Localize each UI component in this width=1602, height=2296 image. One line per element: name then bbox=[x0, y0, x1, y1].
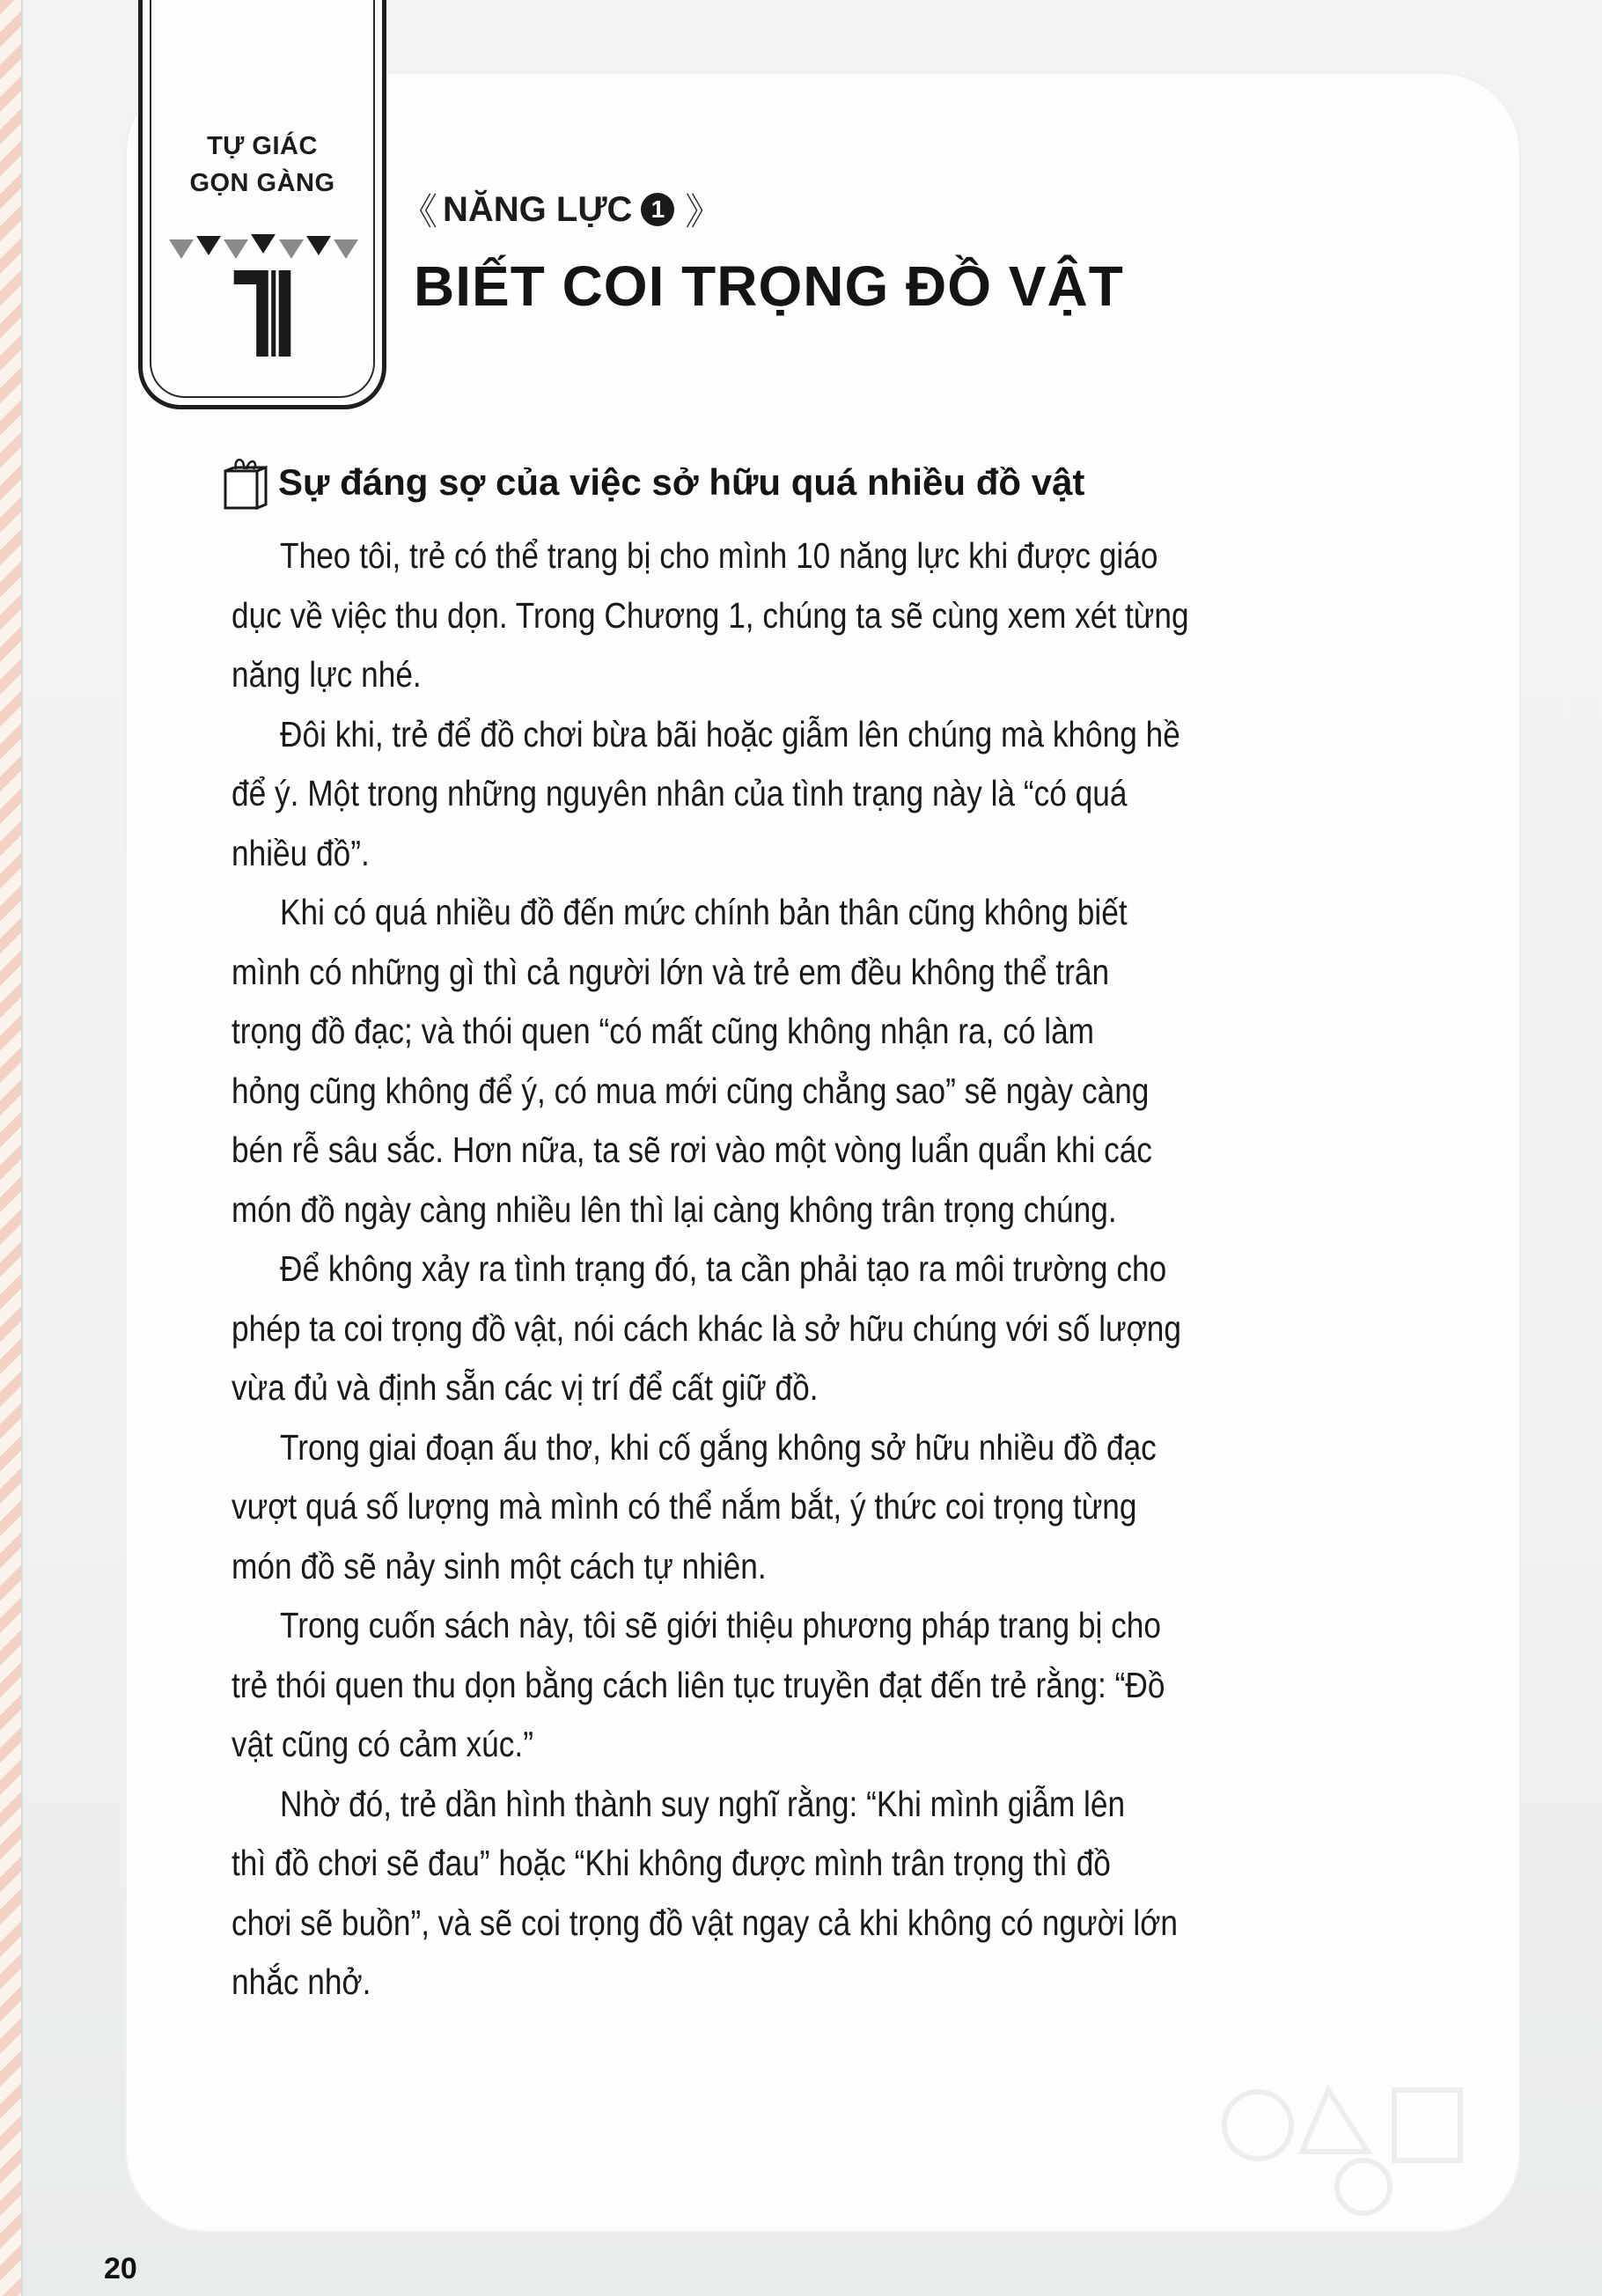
body-line: hỏng cũng không để ý, có mua mới cũng chẳng sao” sẽ ngày càng bbox=[231, 1070, 1150, 1111]
chapter-number bbox=[160, 269, 364, 372]
bunting-flags-icon bbox=[169, 236, 358, 262]
body-line: để ý. Một trong những nguyên nhân của tình trạng này là “có quá bbox=[231, 773, 1128, 813]
body-line: vật cũng có cảm xúc.” bbox=[231, 1724, 533, 1764]
body-line: Đôi khi, trẻ để đồ chơi bừa bãi hoặc giẫm lên chúng mà không hề bbox=[280, 713, 1180, 754]
kicker-close-bracket: 》 bbox=[685, 191, 723, 232]
body-text bbox=[231, 526, 1415, 2013]
flag-icon bbox=[169, 239, 194, 259]
body-line: món đồ sẽ nảy sinh một cách tự nhiên. bbox=[231, 1545, 767, 1586]
body-line: bén rễ sâu sắc. Hơn nữa, ta sẽ rơi vào một vòng luẩn quẩn khi các bbox=[231, 1130, 1152, 1170]
decorative-stripe-border bbox=[0, 0, 21, 2296]
chapter-number-one-icon bbox=[232, 269, 292, 357]
body-line: phép ta coi trọng đồ vật, nói cách khác là sở hữu chúng với số lượng bbox=[231, 1307, 1182, 1349]
body-line: Theo tôi, trẻ có thể trang bị cho mình 10 năng lực khi được giáo bbox=[280, 535, 1158, 576]
body-line: nhắc nhở. bbox=[231, 1961, 371, 2002]
section-heading-text: Sự đáng sợ của việc sở hữu quá nhiều đồ vật bbox=[278, 461, 1085, 503]
body-line: món đồ ngày càng nhiều lên thì lại càng không trân trọng chúng. bbox=[231, 1188, 1117, 1230]
body-line: thì đồ chơi sẽ đau” hoặc “Khi không được mình trân trọng thì đồ bbox=[231, 1843, 1111, 1883]
chapter-tab-label-line2: GỌN GÀNG bbox=[189, 169, 335, 197]
body-line: nhiều đồ”. bbox=[231, 832, 370, 873]
chapter-tab-label-line1: TỰ GIÁC bbox=[207, 132, 318, 160]
body-line: Khi có quá nhiều đồ đến mức chính bản thân cũng không biết bbox=[280, 892, 1128, 932]
tissue-box-icon bbox=[222, 453, 269, 511]
page-number: 20 bbox=[104, 2252, 137, 2285]
body-line: Để không xảy ra tình trạng đó, ta cần phải tạo ra môi trường cho bbox=[280, 1248, 1167, 1289]
body-line: mình có những gì thì cả người lớn và trẻ em đều không thể trân bbox=[231, 951, 1110, 992]
flag-icon bbox=[306, 236, 331, 255]
flag-icon bbox=[196, 236, 221, 255]
body-line: trọng đồ đạc; và thói quen “có mất cũng không nhận ra, có làm bbox=[231, 1011, 1095, 1051]
body-line: vượt quá số lượng mà mình có thể nắm bắt, ý thức coi trọng từng bbox=[231, 1486, 1137, 1527]
section-heading bbox=[222, 453, 1084, 511]
body-line: chơi sẽ buồn”, và sẽ coi trọng đồ vật ngay cả khi không có người lớn bbox=[231, 1902, 1178, 1943]
body-line: Trong giai đoạn ấu thơ, khi cố gắng không sở hữu nhiều đồ đạc bbox=[280, 1426, 1157, 1468]
ability-kicker bbox=[400, 183, 722, 236]
page-title: BIẾT COI TRỌNG ĐỒ VẬT bbox=[414, 254, 1124, 318]
body-line: dục về việc thu dọn. Trong Chương 1, chúng ta sẽ cùng xem xét từng bbox=[231, 594, 1189, 636]
bleed-through-illustration-icon bbox=[1205, 2055, 1495, 2231]
body-line: năng lực nhé. bbox=[231, 654, 422, 695]
kicker-text: NĂNG LỰC bbox=[443, 189, 633, 229]
flag-icon bbox=[334, 239, 358, 259]
kicker-number-badge: 1 bbox=[641, 193, 674, 226]
flag-icon bbox=[224, 239, 248, 259]
body-line: vừa đủ và định sẵn các vị trí để cất giữ đồ. bbox=[231, 1367, 819, 1408]
kicker-open-bracket: 《 bbox=[400, 191, 438, 232]
body-line: Nhờ đó, trẻ dần hình thành suy nghĩ rằng: “Khi mình giẫm lên bbox=[280, 1783, 1126, 1824]
body-line: Trong cuốn sách này, tôi sẽ giới thiệu phương pháp trang bị cho bbox=[280, 1605, 1161, 1645]
chapter-tab bbox=[138, 0, 386, 409]
body-line: trẻ thói quen thu dọn bằng cách liên tục truyền đạt đến trẻ rằng: “Đồ bbox=[231, 1664, 1165, 1705]
flag-icon bbox=[279, 239, 304, 259]
flag-icon bbox=[251, 234, 276, 254]
